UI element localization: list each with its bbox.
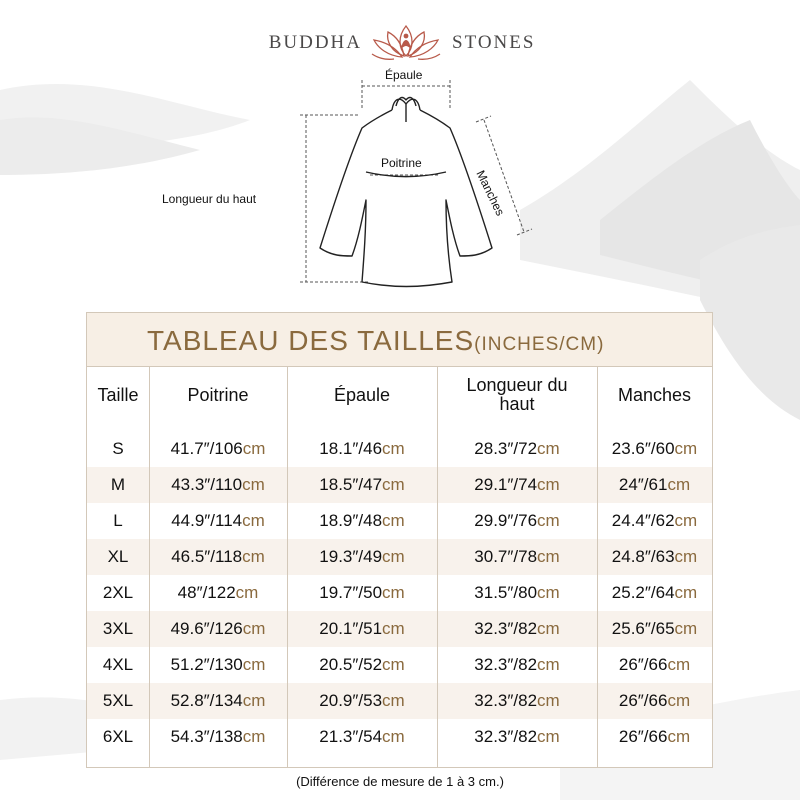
cell-chest xyxy=(149,647,287,683)
cell-value: 25.2″/64 xyxy=(611,583,675,602)
cell-sleeve xyxy=(597,539,712,575)
unit-label: cm xyxy=(382,655,405,674)
cell-value: 2XL xyxy=(102,583,134,602)
cell-length xyxy=(437,683,597,719)
cell-value: 19.7″/50 xyxy=(319,583,383,602)
unit-label: cm xyxy=(382,475,405,494)
cell-length xyxy=(437,539,597,575)
header-sleeve: Manches xyxy=(617,384,692,405)
cell-value: 5XL xyxy=(102,691,134,710)
cell-value: L xyxy=(113,511,123,530)
header-chest: Poitrine xyxy=(187,384,249,405)
cell-size xyxy=(87,683,149,719)
unit-label: cm xyxy=(242,547,265,566)
cell-value: 48″/122 xyxy=(177,583,236,602)
cell-shoulder xyxy=(287,539,437,575)
cell-shoulder xyxy=(287,647,437,683)
header-size: Taille xyxy=(97,384,139,405)
cell-size xyxy=(87,539,149,575)
cell-chest xyxy=(149,503,287,539)
size-chart-title-bar xyxy=(87,313,712,367)
cell-length xyxy=(437,575,597,611)
unit-label: cm xyxy=(382,727,405,746)
unit-label: cm xyxy=(537,583,560,602)
table-row xyxy=(87,575,712,611)
table-row xyxy=(87,683,712,719)
cell-sleeve xyxy=(597,719,712,755)
cell-sleeve xyxy=(597,431,712,467)
cell-size xyxy=(87,431,149,467)
cell-size xyxy=(87,719,149,755)
cell-value: 46.5″/118 xyxy=(171,547,243,566)
cell-value: S xyxy=(112,439,124,458)
measurement-footnote: (Différence de mesure de 1 à 3 cm.) xyxy=(296,774,504,789)
cell-chest xyxy=(149,683,287,719)
cell-sleeve xyxy=(597,647,712,683)
cell-chest xyxy=(149,719,287,755)
cell-value: 32.3″/82 xyxy=(474,655,538,674)
cell-value: 26″/66 xyxy=(618,691,668,710)
cell-sleeve xyxy=(597,467,712,503)
column-divider xyxy=(287,367,288,767)
cell-value: 26″/66 xyxy=(618,727,668,746)
cell-value: 41.7″/106 xyxy=(170,439,243,458)
unit-label: cm xyxy=(674,547,698,566)
chest-label: Poitrine xyxy=(381,156,422,170)
cell-size xyxy=(87,647,149,683)
cell-value: 29.1″/74 xyxy=(474,475,538,494)
unit-label: cm xyxy=(382,439,405,458)
cell-value: 52.8″/134 xyxy=(170,691,243,710)
cell-value: 18.5″/47 xyxy=(319,475,383,494)
cell-shoulder xyxy=(287,719,437,755)
cell-length xyxy=(437,647,597,683)
cell-sleeve xyxy=(597,611,712,647)
unit-label: cm xyxy=(537,727,560,746)
cell-length xyxy=(437,467,597,503)
cell-value: 28.3″/72 xyxy=(474,439,538,458)
cell-value: 19.3″/49 xyxy=(319,547,383,566)
table-row xyxy=(87,719,712,755)
cell-value: 32.3″/82 xyxy=(474,691,538,710)
shirt-outline-icon xyxy=(0,60,800,310)
unit-label: cm xyxy=(242,619,266,638)
unit-label: cm xyxy=(674,619,698,638)
cell-value: 24.4″/62 xyxy=(611,511,675,530)
cell-value: 23.6″/60 xyxy=(611,439,675,458)
column-divider xyxy=(149,367,150,767)
unit-label: cm xyxy=(382,511,405,530)
cell-size xyxy=(87,503,149,539)
cell-value: 29.9″/76 xyxy=(474,511,538,530)
unit-label: cm xyxy=(242,439,266,458)
unit-label: cm xyxy=(537,439,560,458)
unit-label: cm xyxy=(537,475,560,494)
cell-shoulder xyxy=(287,503,437,539)
table-row xyxy=(87,467,712,503)
size-chart-title xyxy=(147,325,604,357)
cell-length xyxy=(437,719,597,755)
unit-label: cm xyxy=(382,583,405,602)
unit-label: cm xyxy=(242,475,265,494)
shoulder-label: Épaule xyxy=(385,68,423,82)
cell-value: 51.2″/130 xyxy=(170,655,243,674)
cell-value: 20.9″/53 xyxy=(319,691,383,710)
cell-value: 30.7″/78 xyxy=(474,547,538,566)
table-row xyxy=(87,647,712,683)
cell-sleeve xyxy=(597,683,712,719)
cell-size xyxy=(87,611,149,647)
unit-label: cm xyxy=(537,619,560,638)
unit-label: cm xyxy=(674,511,698,530)
unit-label: cm xyxy=(382,691,405,710)
cell-size xyxy=(87,467,149,503)
unit-label: cm xyxy=(235,583,259,602)
unit-label: cm xyxy=(674,439,698,458)
cell-value: 21.3″/54 xyxy=(319,727,383,746)
unit-label: cm xyxy=(382,619,405,638)
cell-length xyxy=(437,611,597,647)
unit-label: cm xyxy=(667,727,691,746)
cell-sleeve xyxy=(597,575,712,611)
cell-value: 18.9″/48 xyxy=(319,511,383,530)
unit-label: cm xyxy=(667,691,691,710)
title-unit: (INCHES/CM) xyxy=(474,334,605,355)
brand-name-right: STONES xyxy=(452,32,536,53)
unit-label: cm xyxy=(537,547,560,566)
cell-value: 18.1″/46 xyxy=(319,439,383,458)
cell-chest xyxy=(149,575,287,611)
cell-length xyxy=(437,431,597,467)
unit-label: cm xyxy=(537,511,560,530)
unit-label: cm xyxy=(537,655,560,674)
cell-chest xyxy=(149,539,287,575)
measurement-diagram xyxy=(0,60,800,310)
column-divider xyxy=(437,367,438,767)
unit-label: cm xyxy=(674,583,698,602)
table-row xyxy=(87,539,712,575)
unit-label: cm xyxy=(667,475,691,494)
cell-value: 4XL xyxy=(102,655,134,674)
unit-label: cm xyxy=(242,511,265,530)
size-chart-table xyxy=(86,312,713,768)
cell-value: 24″/61 xyxy=(618,475,668,494)
cell-value: 31.5″/80 xyxy=(474,583,538,602)
cell-value: 6XL xyxy=(102,727,134,746)
cell-value: 26″/66 xyxy=(618,655,668,674)
lotus-meditation-icon xyxy=(366,22,446,62)
unit-label: cm xyxy=(242,691,266,710)
cell-value: 32.3″/82 xyxy=(474,727,538,746)
column-divider xyxy=(597,367,598,767)
cell-shoulder xyxy=(287,431,437,467)
cell-value: 3XL xyxy=(102,619,134,638)
cell-chest xyxy=(149,611,287,647)
header-length: Longueur du haut xyxy=(466,375,568,414)
table-row xyxy=(87,503,712,539)
unit-label: cm xyxy=(242,727,266,746)
cell-value: 44.9″/114 xyxy=(171,511,243,530)
cell-shoulder xyxy=(287,611,437,647)
unit-label: cm xyxy=(667,655,691,674)
cell-shoulder xyxy=(287,467,437,503)
cell-size xyxy=(87,575,149,611)
brand-logo xyxy=(0,22,800,62)
cell-value: M xyxy=(110,475,126,494)
cell-value: 49.6″/126 xyxy=(170,619,243,638)
table-row xyxy=(87,611,712,647)
cell-value: 24.8″/63 xyxy=(611,547,675,566)
cell-value: 32.3″/82 xyxy=(474,619,538,638)
cell-length xyxy=(437,503,597,539)
table-row xyxy=(87,431,712,467)
cell-value: 25.6″/65 xyxy=(611,619,675,638)
header-shoulder: Épaule xyxy=(333,384,391,405)
brand-name-left: BUDDHA xyxy=(268,32,362,53)
cell-value: XL xyxy=(107,547,129,566)
title-main: TABLEAU DES TAILLES xyxy=(147,325,475,356)
cell-chest xyxy=(149,467,287,503)
sleeve-label: Manches xyxy=(473,168,508,218)
unit-label: cm xyxy=(242,655,266,674)
cell-shoulder xyxy=(287,683,437,719)
cell-sleeve xyxy=(597,503,712,539)
unit-label: cm xyxy=(537,691,560,710)
length-label: Longueur du haut xyxy=(162,192,257,206)
cell-value: 54.3″/138 xyxy=(170,727,243,746)
unit-label: cm xyxy=(382,547,405,566)
cell-shoulder xyxy=(287,575,437,611)
cell-chest xyxy=(149,431,287,467)
cell-value: 20.5″/52 xyxy=(319,655,383,674)
cell-value: 20.1″/51 xyxy=(319,619,383,638)
cell-value: 43.3″/110 xyxy=(171,475,243,494)
